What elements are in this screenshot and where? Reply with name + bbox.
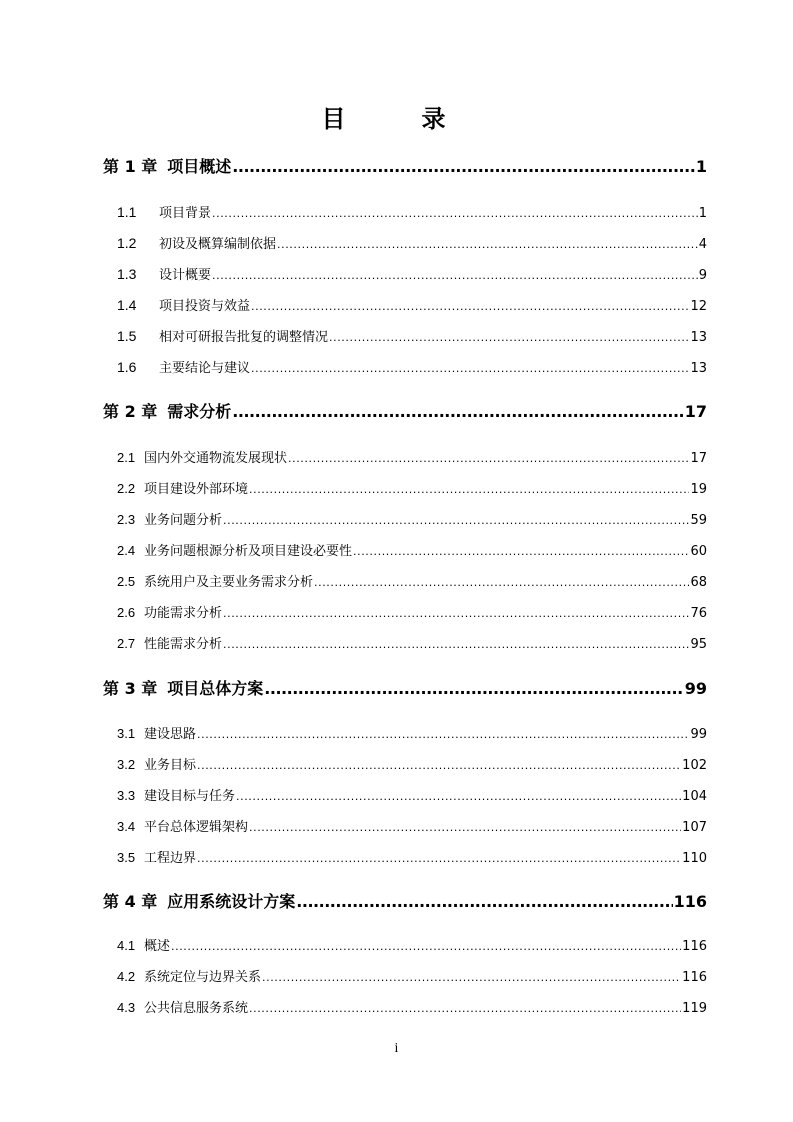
toc-entry-number: 2.6: [117, 605, 136, 620]
toc-entry-number: 1.5: [117, 328, 137, 344]
toc-entry[interactable]: [117, 785, 707, 804]
dot-leader: [197, 759, 681, 772]
dot-leader: [249, 1002, 681, 1015]
dot-leader: [288, 452, 689, 465]
toc-entry-title: 项目建设外部环境: [144, 482, 249, 497]
toc-entry-page: 19: [690, 482, 707, 497]
toc-entry-page: 9: [698, 268, 707, 283]
toc-entry-number: 1.4: [117, 297, 137, 313]
toc-entry-number: 1.1: [117, 204, 137, 220]
dot-leader: [212, 207, 698, 220]
toc-entry-number: 2.1: [117, 450, 136, 465]
toc-entry-number: 2.3: [117, 512, 136, 527]
toc-entry-number: 4.3: [117, 1000, 136, 1015]
toc-entry-title: 公共信息服务系统: [144, 1001, 249, 1016]
toc-entry[interactable]: [103, 154, 707, 176]
toc-entry-page: 99: [684, 679, 707, 698]
toc-entry-page: 1: [698, 206, 707, 221]
toc-entry-page: 110: [682, 851, 707, 866]
toc-entry[interactable]: [117, 816, 707, 835]
toc-entry[interactable]: [103, 889, 707, 911]
dot-leader: [353, 545, 689, 558]
toc-entry-title: 工程边界: [144, 851, 197, 866]
toc-entry-title: 主要结论与建议: [159, 361, 251, 376]
toc-entry[interactable]: [117, 540, 707, 559]
toc-entry-page: 60: [690, 544, 707, 559]
toc-entry-page: 95: [690, 637, 707, 652]
toc-entry-page: 1: [695, 157, 707, 176]
toc-entry-title: 项目投资与效益: [159, 299, 251, 314]
toc-entry-page: 13: [690, 361, 707, 376]
toc-entry-number: 3.5: [117, 850, 136, 865]
toc-entry-page: 116: [673, 892, 707, 911]
toc-entry[interactable]: [117, 966, 707, 985]
toc-entry-page: 99: [690, 727, 707, 742]
toc-entry[interactable]: [117, 357, 707, 376]
dot-leader: [236, 790, 681, 803]
toc-entry[interactable]: [103, 399, 707, 421]
toc-entry-page: 13: [690, 330, 707, 345]
dot-leader: [329, 331, 689, 344]
toc-entry-title: 概述: [144, 939, 171, 954]
dot-leader: [264, 679, 683, 698]
toc-entry[interactable]: [117, 509, 707, 528]
toc-entry-title: 业务问题分析: [144, 513, 223, 528]
dot-leader: [212, 269, 698, 282]
dot-leader: [223, 607, 689, 620]
toc-entry[interactable]: [117, 447, 707, 466]
toc-entry-title: 系统定位与边界关系: [144, 970, 262, 985]
toc-entry-page: 17: [690, 451, 707, 466]
dot-leader: [251, 300, 689, 313]
toc-entry[interactable]: [117, 997, 707, 1016]
toc-entry-title: 业务目标: [144, 758, 197, 773]
toc-entry-number: 2.2: [117, 481, 136, 496]
toc-entry[interactable]: [103, 676, 707, 698]
toc-entry[interactable]: [117, 202, 707, 221]
toc-entry-title: 相对可研报告批复的调整情况: [159, 330, 329, 345]
toc-entry-title: 系统用户及主要业务需求分析: [144, 575, 314, 590]
toc-entry-title: 功能需求分析: [144, 606, 223, 621]
toc-entry-number: 3.3: [117, 788, 136, 803]
toc-entry[interactable]: [117, 571, 707, 590]
toc-entry-title: 应用系统设计方案: [167, 892, 296, 911]
toc-entry-page: 107: [682, 820, 707, 835]
toc-entry[interactable]: [117, 295, 707, 314]
toc-entry-title: 项目总体方案: [167, 679, 264, 698]
toc-entry-number: 2.5: [117, 574, 136, 589]
toc-entry[interactable]: [117, 754, 707, 773]
toc-entry-page: 119: [682, 1001, 707, 1016]
dot-leader: [249, 483, 689, 496]
toc-entry-title: 初设及概算编制依据: [159, 237, 277, 252]
dot-leader: [223, 514, 689, 527]
toc-entry[interactable]: [117, 478, 707, 497]
toc-entry[interactable]: [117, 602, 707, 621]
toc-entry-page: 59: [690, 513, 707, 528]
toc-entry-number: 1.6: [117, 359, 137, 375]
toc-entry-page: 68: [690, 575, 707, 590]
toc-entry-page: 17: [684, 402, 707, 421]
toc-entry-number: 2.7: [117, 636, 136, 651]
dot-leader: [296, 892, 672, 911]
toc-title: 目 录: [321, 105, 472, 133]
toc-entry[interactable]: [117, 633, 707, 652]
toc-entry-title: 设计概要: [159, 268, 212, 283]
toc-entry-number: 2.4: [117, 543, 136, 558]
toc-entry-page: 116: [682, 970, 707, 985]
toc-entry-title: 建设思路: [144, 727, 197, 742]
toc-entry-title: 需求分析: [167, 402, 232, 421]
dot-leader: [197, 852, 681, 865]
toc-entry-number: 3.2: [117, 757, 136, 772]
toc-entry-title: 项目背景: [159, 206, 212, 221]
toc-entry[interactable]: [117, 723, 707, 742]
dot-leader: [314, 576, 689, 589]
toc-entry-title: 平台总体逻辑架构: [144, 820, 249, 835]
toc-entry-title: 建设目标与任务: [144, 789, 236, 804]
dot-leader: [197, 728, 689, 741]
page-number: i: [394, 1041, 399, 1056]
dot-leader: [251, 362, 689, 375]
toc-entry-number: 4.1: [117, 938, 136, 953]
toc-entry-title: 性能需求分析: [144, 637, 223, 652]
dot-leader: [277, 238, 698, 251]
toc-entry[interactable]: [117, 233, 707, 252]
toc-entry-number: 第 2 章: [103, 402, 158, 421]
toc-entry[interactable]: [117, 264, 707, 283]
toc-entry-number: 第 1 章: [103, 157, 158, 176]
toc-entry-number: 第 4 章: [103, 892, 158, 911]
toc-entry-title: 业务问题根源分析及项目建设必要性: [144, 544, 353, 559]
toc-entry[interactable]: [117, 847, 707, 866]
dot-leader: [262, 971, 681, 984]
toc-entry-number: 1.2: [117, 235, 137, 251]
toc-entry-page: 4: [698, 237, 707, 252]
toc-entry[interactable]: [117, 935, 707, 954]
dot-leader: [249, 821, 681, 834]
toc-entry-number: 3.4: [117, 819, 136, 834]
dot-leader: [232, 402, 683, 421]
toc-entry[interactable]: [117, 326, 707, 345]
toc-entry-number: 1.3: [117, 266, 137, 282]
toc-entry-page: 104: [682, 789, 707, 804]
toc-entry-number: 4.2: [117, 969, 136, 984]
toc-entry-title: 项目概述: [167, 157, 232, 176]
toc-entry-page: 116: [682, 939, 707, 954]
toc-entry-page: 102: [682, 758, 707, 773]
toc-entry-page: 12: [690, 299, 707, 314]
toc-entry-title: 国内外交通物流发展现状: [144, 451, 288, 466]
toc-entry-number: 第 3 章: [103, 679, 158, 698]
dot-leader: [232, 157, 695, 176]
toc-entry-number: 3.1: [117, 726, 136, 741]
dot-leader: [223, 638, 689, 651]
dot-leader: [171, 940, 681, 953]
toc-entry-page: 76: [690, 606, 707, 621]
